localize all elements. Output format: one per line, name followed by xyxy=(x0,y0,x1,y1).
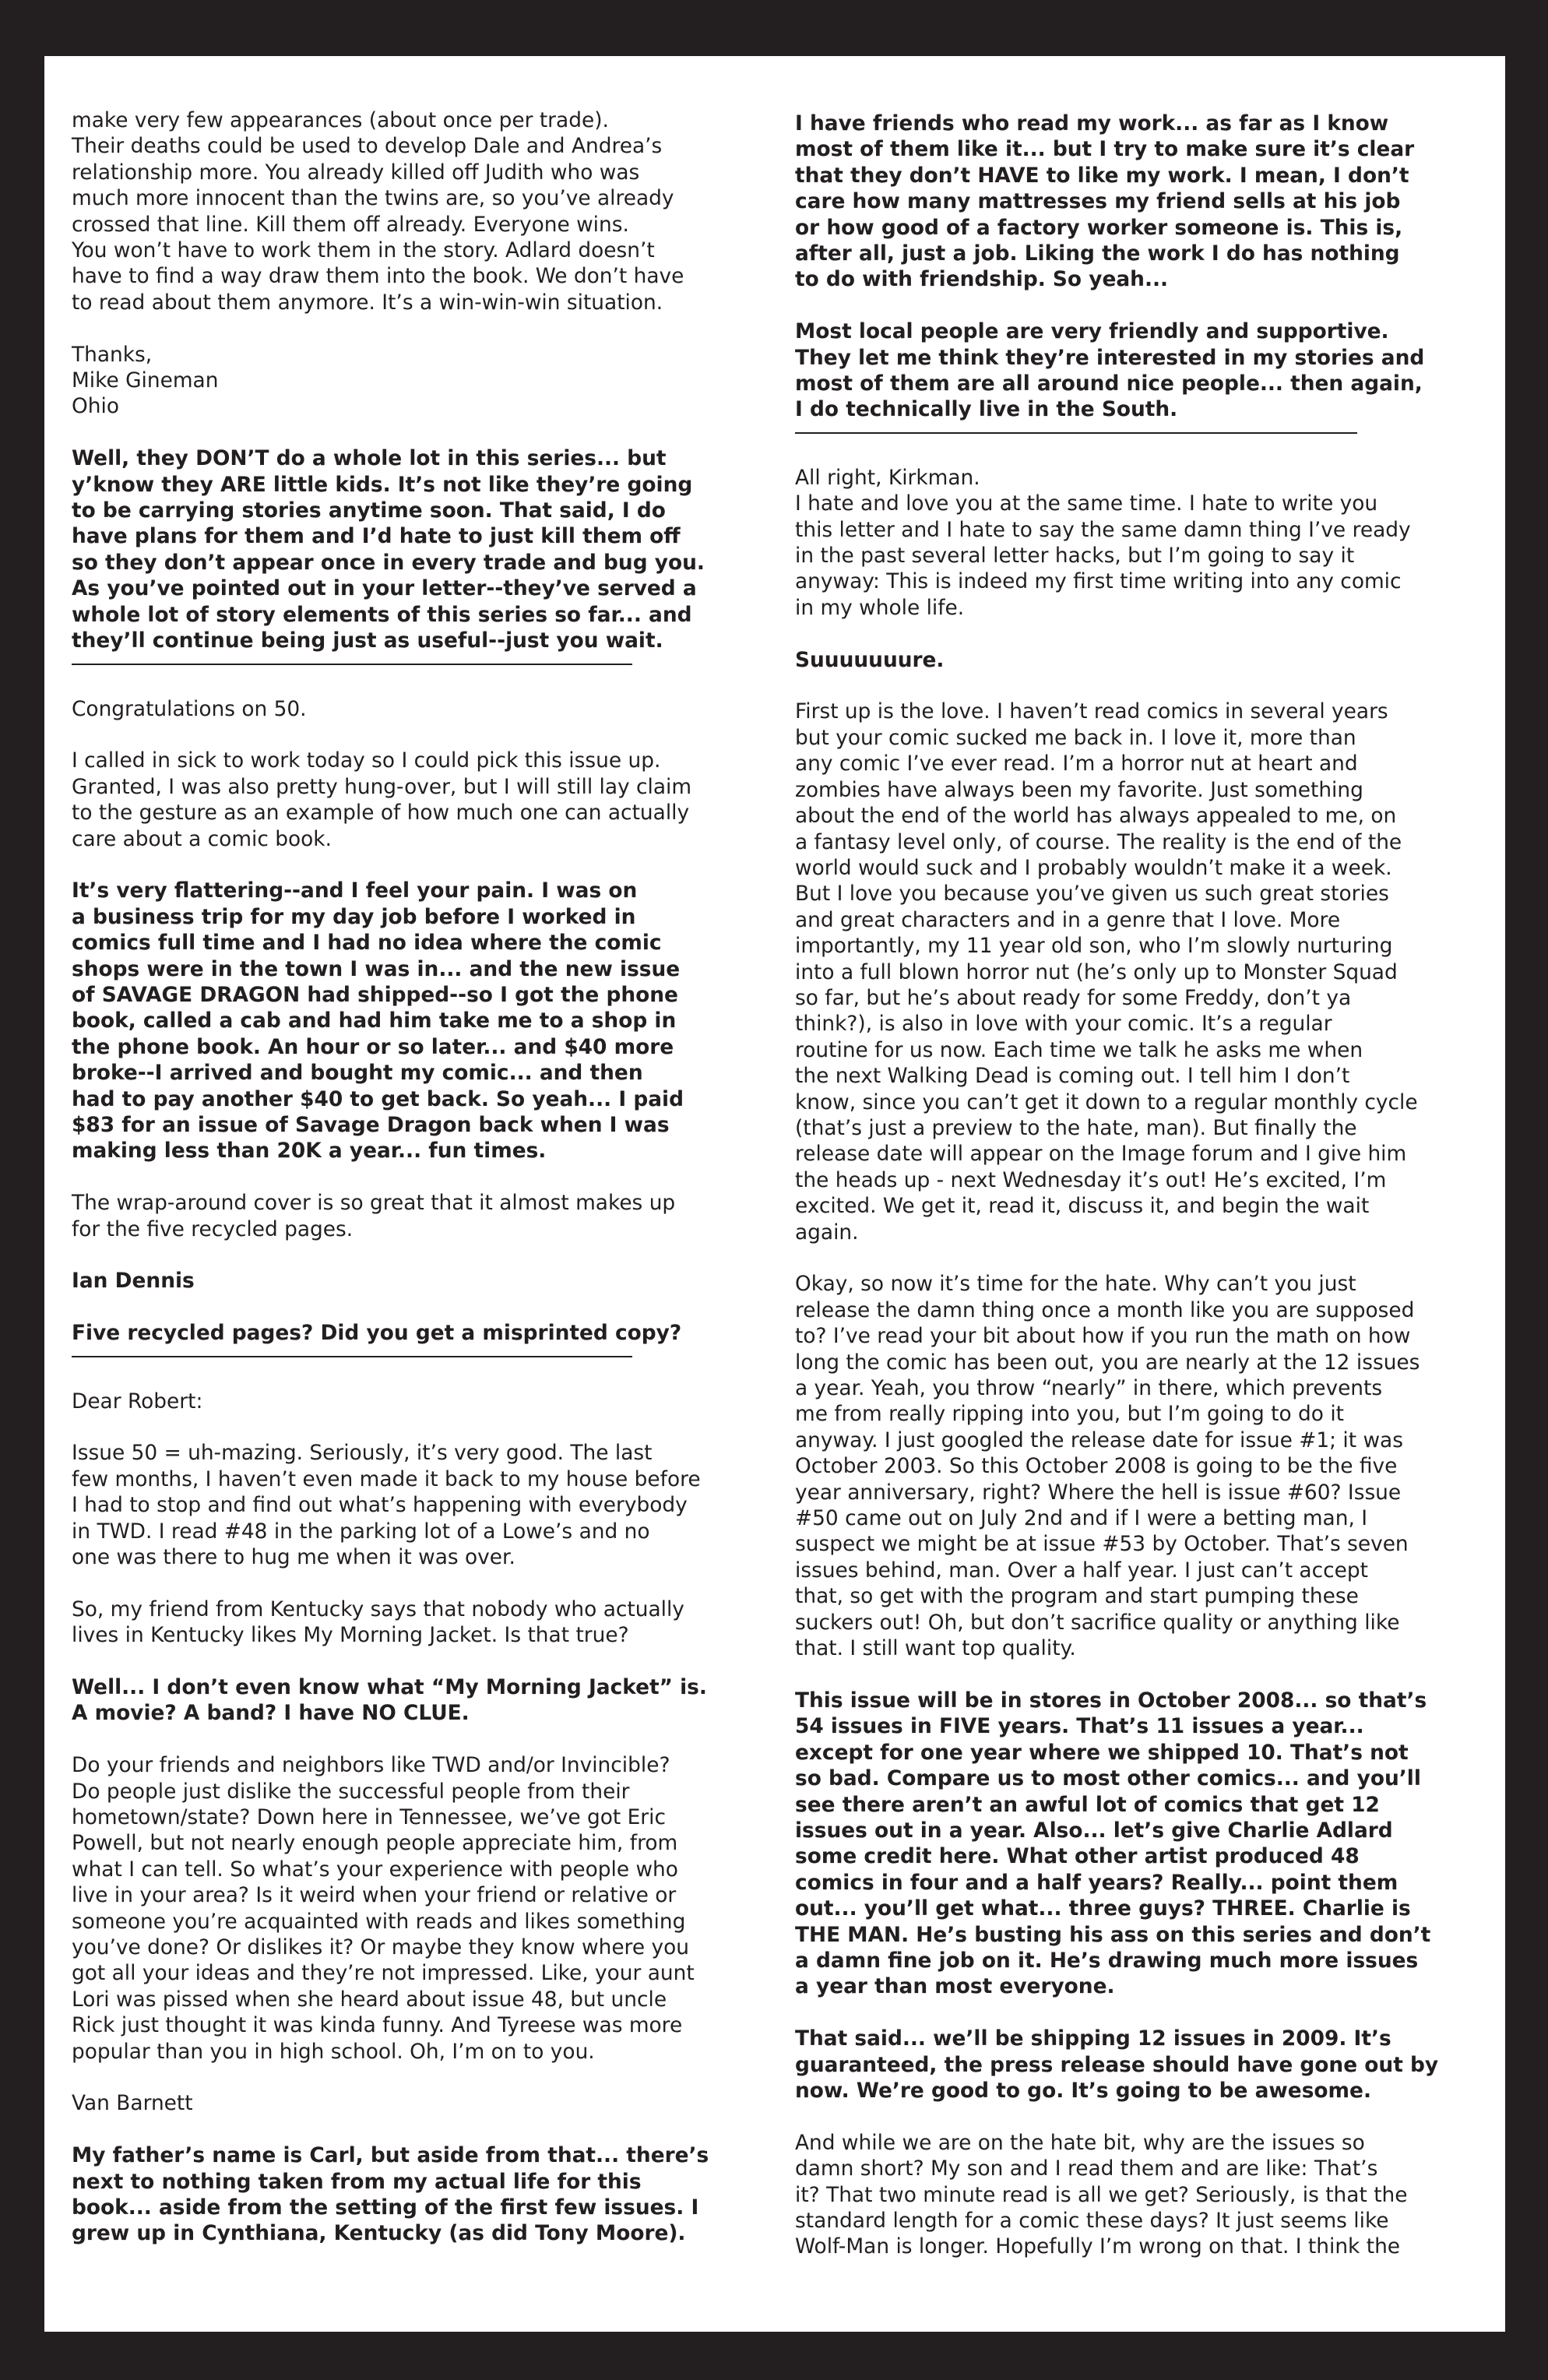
letters-page xyxy=(44,56,1505,2332)
letter-paragraph: Issue 50 = uh-mazing. Seriously, it’s very good. The last few months, I haven’t even made it back to my house before I had to stop and find out what’s happening with everybody in TWD. I read #48 in the parking lot of a Lowe’s and no one was there to hug me when it was over. xyxy=(72,1441,701,1569)
letter-paragraph: So, my friend from Kentucky says that nobody who actually lives in Kentucky likes My Morning Jacket. Is that true? xyxy=(72,1597,684,1648)
editor-reply: That said... we’ll be shipping 12 issues in 2009. It’s guaranteed, the press release should have gone out by now. We’re good to go. It’s going to be awesome. xyxy=(795,2026,1439,2103)
editor-reply: Suuuuuuure. xyxy=(795,647,945,672)
right-column xyxy=(795,111,1505,2286)
letter-paragraph: The wrap-around cover is so great that it almost makes up for the five recycled pages. xyxy=(72,1191,676,1241)
letter-paragraph: I called in sick to work today so I could pick this issue up. Granted, I was also pretty hung-over, but I will still lay claim to the gesture as an example of how much one can actually care about a comic book. xyxy=(72,748,692,851)
divider xyxy=(72,1356,632,1357)
editor-reply: Five recycled pages? Did you get a misprinted copy? xyxy=(72,1321,682,1346)
editor-reply: Most local people are very friendly and supportive. They let me think they’re interested in my stories and most of them are all around nice people... then again, I do technically live in the South. xyxy=(795,319,1425,422)
divider xyxy=(72,664,632,665)
letter-paragraph: And while we are on the hate bit, why are the issues so damn short? My son and I read them and are like: That’s it? That two minute read is all we get? Seriously, is that the standard length for a comic these days? It just seems like Wolf-Man is longer. Hopefully I’m wrong on that. I think the xyxy=(795,2130,1408,2259)
letter-signature: Ian Dennis xyxy=(72,1269,195,1294)
editor-reply: My father’s name is Carl, but aside from that... there’s next to nothing taken from my actual life for this book... aside from the setting of the first few issues. I grew up in Cynthiana, Kentucky (as did Tony Moore). xyxy=(72,2143,709,2246)
editor-reply: Well, they DON’T do a whole lot in this series... but y’know they ARE little kids. It’s not like they’re going to be carrying stories anytime soon. That said, I do have plans for them and I’d hate to just kill them off so they don’t appear once in every trade and bug you. As you’ve pointed out in your letter--they’ve served a whole lot of story elements of this series so far... and they’ll continue being just as useful--just you wait. xyxy=(72,446,705,653)
editor-reply: Well... I don’t even know what “My Morning Jacket” is. A movie? A band? I have NO CLUE. xyxy=(72,1675,707,1726)
letter-paragraph: First up is the love. I haven’t read comics in several years but your comic sucked me back in. I love it, more than any comic I’ve ever read. I’m a horror nut at heart and zombies have always been my favorite. Just something about the end of the world has always appealed to me, on a fantasy level only, of course. The reality is the end of the world would suck and I probably wouldn’t make it a week. But I love you because you’ve given us such great stories and great characters and in a genre that I love. More importantly, my 11 year old son, who I’m slowly nurturing into a full blown horror nut (he’s only up to Monster Squad so far, but he’s about ready for some Freddy, don’t ya think?), is also in love with your comic. It’s a regular routine for us now. Each time we talk he asks me when the next Walking Dead is coming out. I tell him I don’t know, since you can’t get it down to a regular monthly cycle (that’s just a preview to the hate, man). But finally the release date will appear on the Image forum and I give him the heads up - next Wednesday it’s out! He’s excited, I’m excited. We get it, read it, discuss it, and begin the wait again. xyxy=(795,699,1418,1245)
editor-reply: I have friends who read my work... as far as I know most of them like it... but I try to make sure it’s clear that they don’t HAVE to like my work. I mean, I don’t care how many mattresses my friend sells at his job or how good of a factory worker someone is. This is, after all, just a job. Liking the work I do has nothing to do with friendship. So yeah... xyxy=(795,111,1415,292)
editor-reply: It’s very flattering--and I feel your pain. I was on a business trip for my day job before I worked in comics full time and I had no idea where the comic shops were in the town I was in... and the new issue of SAVAGE DRAGON had shipped--so I got the phone book, called a cab and had him take me to a shop in the phone book. An hour or so later... and $40 more broke--I arrived and bought my comic... and then had to pay another $40 to get back. So yeah... I paid $83 for an issue of Savage Dragon back when I was making less than 20K a year... fun times. xyxy=(72,878,684,1164)
letter-signature: Thanks, Mike Gineman Ohio xyxy=(72,342,219,419)
letter-paragraph: All right, Kirkman. I hate and love you at the same time. I hate to write you this letter and I hate to say the same damn thing I’ve ready in the past several letter hacks, but I’m going to say it anyway: This is indeed my first time writing into any comic in my whole life. xyxy=(795,465,1411,620)
divider xyxy=(795,432,1357,434)
letter-salutation: Dear Robert: xyxy=(72,1389,203,1414)
letter-paragraph: Okay, so now it’s time for the hate. Why can’t you just release the damn thing once a month like you are supposed to? I’ve read your bit about how if you run the math on how long the comic has been out, you are nearly at the 12 issues a year. Yeah, you throw “nearly” in there, which prevents me from really ripping into you, but I’m going to do it anyway. I just googled the release date for issue #1; it was October 2003. So this October 2008 is going to be the five year anniversary, right? Where the hell is issue #60? Issue #50 came out on July 2nd and if I were a betting man, I suspect we might be at issue #53 by October. That’s seven issues behind, man. Over a half year. I just can’t accept that, so get with the program and start pumping these suckers out! Oh, but don’t sacrifice quality or anything like that. I still want top quality. xyxy=(795,1272,1420,1661)
editor-reply: This issue will be in stores in October 2008... so that’s 54 issues in FIVE years. That’s 11 issues a year... except for one year where we shipped 10. That’s not so bad. Compare us to most other comics... and you’ll see there aren’t an awful lot of comics that get 12 issues out in a year. Also... let’s give Charlie Adlard some credit here. What other artist produced 48 comics in four and a half years? Really... point them out... you’ll get what... three guys? THREE. Charlie is THE MAN. He’s busting his ass on this series and don’t a damn fine job on it. He’s drawing much more issues a year than most everyone. xyxy=(795,1688,1431,1999)
letter-paragraph: make very few appearances (about once per trade). Their deaths could be used to develop Dale and Andrea’s relationship more. You already killed off Judith who was much more innocent than the twins are, so you’ve already crossed that line. Kill them off already. Everyone wins. You won’t have to work them in the story. Adlard doesn’t have to find a way draw them into the book. We don’t have to read about them anymore. It’s a win-win-win situation. xyxy=(72,108,684,315)
letter-paragraph: Congratulations on 50. xyxy=(72,696,307,721)
left-column xyxy=(72,107,757,2273)
letter-paragraph: Do your friends and neighbors like TWD and/or Invincible? Do people just dislike the successful people from their hometown/state? Down here in Tennessee, we’ve got Eric Powell, but not nearly enough people appreciate him, from what I can tell. So what’s your experience with people who live in your area? Is it weird when your friend or relative or someone you’re acquainted with reads and likes something you’ve done? Or dislikes it? Or maybe they know where you got all your ideas and they’re not impressed. Like, your aunt Lori was pissed when she heard about issue 48, but uncle Rick just thought it was kinda funny. And Tyreese was more popular than you in high school. Oh, I’m on to you. xyxy=(72,1753,695,2064)
letter-signature: Van Barnett xyxy=(72,2091,193,2116)
